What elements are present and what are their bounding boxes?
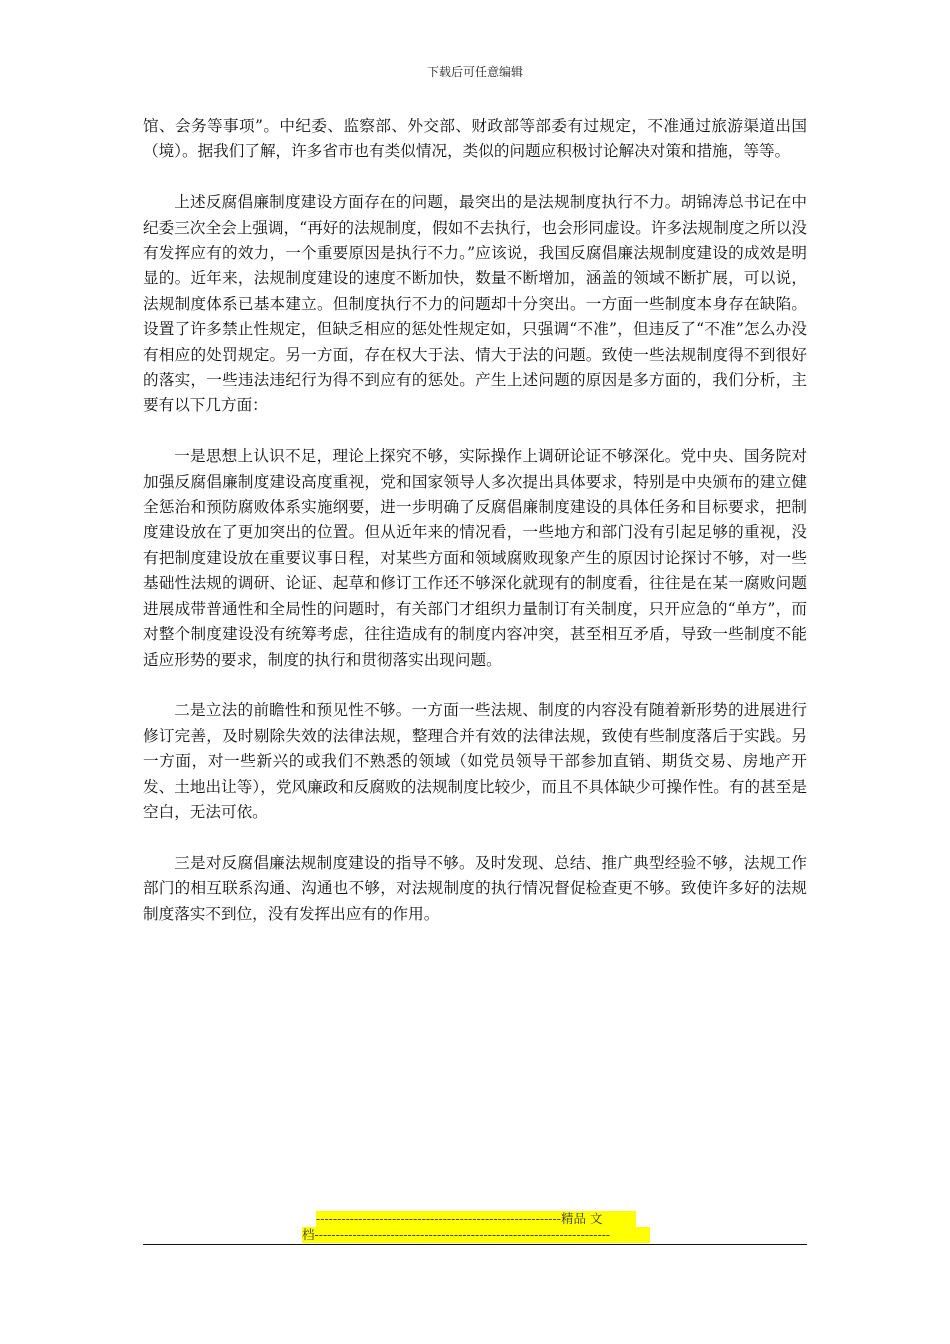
- page-header: 下载后可任意编辑: [426, 65, 523, 79]
- paragraph-point-one: 一是思想上认识不足，理论上探究不够，实际操作上调研论证不够深化。党中央、国务院对加强反腐倡廉制度建设高度重视，党和国家领导人多次提出具体要求，特别是中央颁布的建立健全惩治和预防腐败体系实施纲要，进一步明确了反腐倡廉制度建设的具体任务和目标要求，把制度建设放在了更加突出的位置。但从近年来的情况看，一些地方和部门没有引起足够的重视，没有把制度建设放在重要议事日程，对某些方面和领域腐败现象产生的原因讨论探讨不够，对一些基础性法规的调研、论证、起草和修订工作还不够深化就现有的制度看，往往是在某一腐败问题进展成带普通性和全局性的问题时，有关部门才组织力量制订有关制度，只开应急的“单方”，而对整个制度建设没有统筹考虑，往往造成有的制度内容冲突，甚至相互矛盾，导致一些制度不能适应形势的要求，制度的执行和贯彻落实出现问题。: [143, 447, 807, 669]
- footer-banner-line-1: ----------------------------------------------------------精品 文: [316, 1211, 636, 1227]
- document-body: [143, 114, 807, 952]
- footer-banner: [302, 1211, 650, 1243]
- paragraph-point-two: 二是立法的前瞻性和预见性不够。一方面一些法规、制度的内容没有随着新形势的进展进行修订完善，及时剔除失效的法律法规，整理合并有效的法律法规，致使有些制度落后于实践。另一方面，对一些新兴的或我们不熟悉的领域（如党员领导干部参加直销、期货交易、房地产开发、土地出让等），党风廉政和反腐败的法规制度比较少，而且不具体缺少可操作性。有的甚至是空白，无法可依。: [143, 701, 807, 821]
- paragraph-execution-problem: 上述反腐倡廉制度建设方面存在的问题，最突出的是法规制度执行不力。胡锦涛总书记在中纪委三次全会上强调，“再好的法规制度，假如不去执行，也会形同虚设。许多法规制度之所以没有发挥应有的效力，一个重要原因是执行不力。”应该说，我国反腐倡廉法规制度建设的成效是明显的。近年来，法规制度建设的速度不断加快，数量不断增加，涵盖的领域不断扩展，可以说，法规制度体系已基本建立。但制度执行不力的问题却十分突出。一方面一些制度本身存在缺陷。设置了许多禁止性规定，但缺乏相应的惩处性规定如，只强调“不准”，但违反了“不准”怎么办没有相应的处罚规定。另一方面，存在权大于法、情大于法的问题。致使一些法规制度得不到很好的落实，一些违法违纪行为得不到应有的惩处。产生上述问题的原因是多方面的，我们分析，主要有以下几方面：: [143, 193, 807, 415]
- paragraph-point-three: 三是对反腐倡廉法规制度建设的指导不够。及时发现、总结、推广典型经验不够，法规工作部门的相互联系沟通、沟通也不够，对法规制度的执行情况督促检查更不够。致使许多好的法规制度落实不到位，没有发挥出应有的作用。: [143, 853, 807, 923]
- footer-divider: [143, 1244, 807, 1245]
- paragraph-continuation: 馆、会务等事项”。中纪委、监察部、外交部、财政部等部委有过规定，不准通过旅游渠道出国（境）。据我们了解，许多省市也有类似情况，类似的问题应积极讨论解决对策和措施，等等。: [143, 117, 807, 161]
- footer-banner-line-2: 档----------------------------------------------------------------------: [302, 1227, 650, 1243]
